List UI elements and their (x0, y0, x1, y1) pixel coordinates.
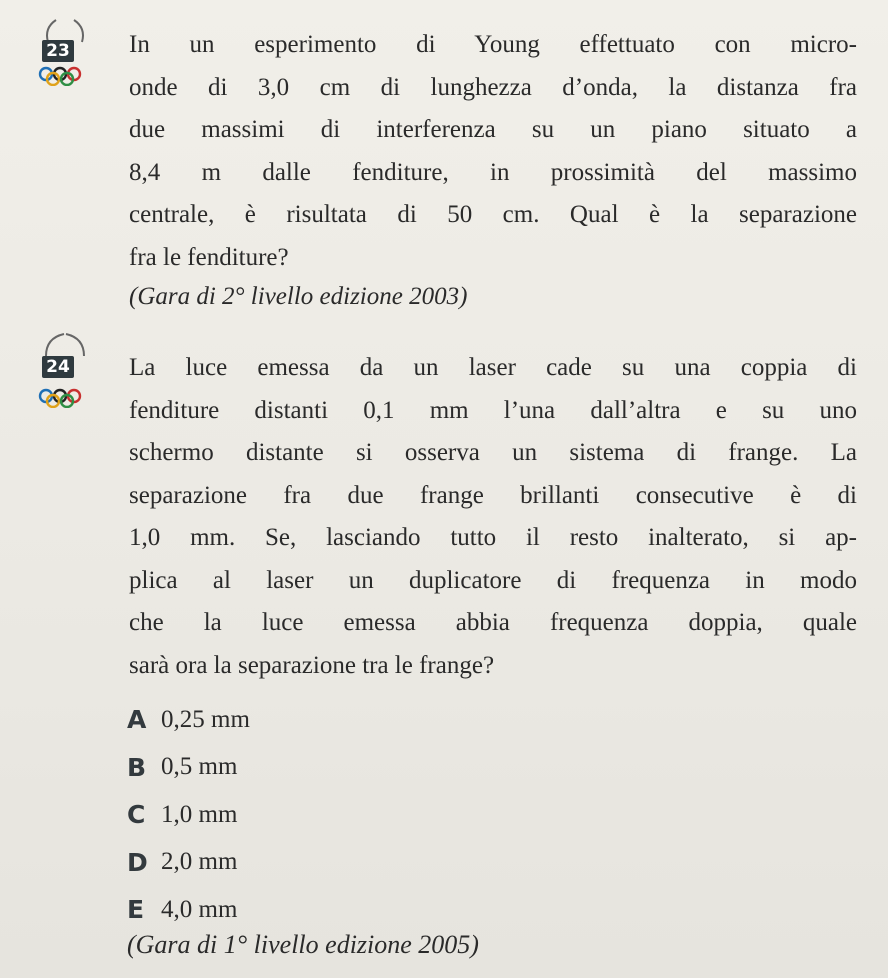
olympic-rings-icon (36, 388, 92, 408)
text-line: onde di 3,0 cm di lunghezza d’onda, la distanza fra (129, 73, 857, 101)
text-line: schermo distante si osserva un sistema di frange. La (129, 439, 857, 466)
option-value: 0,5 mm (161, 753, 238, 781)
option-value: 4,0 mm (161, 895, 238, 923)
option-letter: C (127, 800, 146, 830)
text-line: che la luce emessa abbia frequenza doppia, quale (129, 609, 857, 636)
option-letter: D (127, 847, 148, 877)
text-line: separazione fra due frange brillanti consecutive è di (129, 481, 857, 509)
problem-number-badge: 24 (42, 356, 74, 378)
problem-24-source: (Gara di 1° livello edizione 2005) (127, 930, 479, 959)
text-line: plica al laser un duplicatore di frequenza in modo (129, 566, 857, 594)
text-line: In un esperimento di Young effettuato con micro- (129, 31, 857, 58)
problem-23-source: (Gara di 2° livello edizione 2003) (129, 283, 468, 310)
option-letter: E (127, 895, 145, 925)
answer-options (127, 696, 250, 934)
option-value: 2,0 mm (161, 848, 238, 876)
option-value: 1,0 mm (161, 800, 238, 828)
olympic-rings-icon (36, 66, 92, 86)
text-line: 1,0 mm. Se, lasciando tutto il resto inalterato, si ap- (129, 524, 857, 551)
text-line: sarà ora la separazione tra le frange? (129, 651, 495, 679)
text-line: due massimi di interferenza su un piano situato a (129, 116, 857, 143)
option-letter: A (127, 705, 147, 735)
option-a[interactable] (127, 696, 250, 744)
text-line: fenditure distanti 0,1 mm l’una dall’altra e su uno (129, 396, 857, 424)
option-d[interactable] (127, 839, 250, 887)
option-b[interactable] (127, 744, 250, 792)
problem-23-text (129, 24, 857, 279)
option-c[interactable] (127, 791, 250, 839)
problem-24-text (129, 347, 857, 687)
option-e[interactable] (127, 886, 250, 934)
option-value: 0,25 mm (161, 705, 250, 733)
problem-number-badge: 23 (42, 40, 74, 62)
text-line: 8,4 m dalle fenditure, in prossimità del massimo (129, 158, 857, 186)
text-line: centrale, è risultata di 50 cm. Qual è la separazione (129, 201, 857, 228)
laurel-icon (34, 332, 96, 358)
text-line: La luce emessa da un laser cade su una coppia di (129, 354, 857, 381)
option-letter: B (127, 752, 147, 782)
text-line: fra le fenditure? (129, 243, 289, 271)
